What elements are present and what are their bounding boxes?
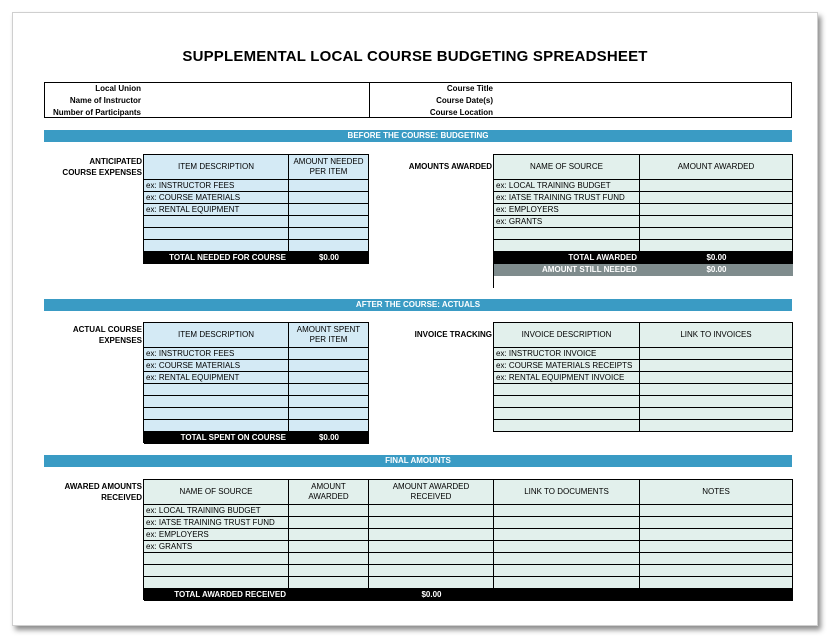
table-cell[interactable]: ex: LOCAL TRAINING BUDGET — [494, 180, 640, 192]
table-cell[interactable] — [640, 348, 793, 360]
table-cell[interactable] — [494, 505, 640, 517]
table-cell[interactable] — [289, 529, 369, 541]
item-description-header: ITEM DESCRIPTION — [144, 323, 289, 348]
table-cell[interactable] — [144, 553, 289, 565]
table-cell[interactable] — [494, 541, 640, 553]
table-cell[interactable] — [289, 517, 369, 529]
amount-still-needed-value: $0.00 — [640, 264, 793, 276]
table-cell[interactable] — [289, 372, 369, 384]
table-cell[interactable] — [289, 240, 369, 252]
table-cell[interactable] — [289, 192, 369, 204]
table-cell[interactable] — [640, 420, 793, 432]
table-cell[interactable]: ex: RENTAL EQUIPMENT — [144, 372, 289, 384]
amount-spent-header-line1: AMOUNT SPENT — [296, 325, 361, 334]
table-cell[interactable] — [144, 577, 289, 589]
table-cell[interactable]: ex: COURSE MATERIALS — [144, 192, 289, 204]
local-union-label: Local Union — [95, 84, 141, 93]
table-cell[interactable] — [289, 228, 369, 240]
table-cell[interactable] — [369, 505, 494, 517]
table-cell[interactable] — [289, 577, 369, 589]
table-cell[interactable] — [640, 396, 793, 408]
section-before-bar: BEFORE THE COURSE: BUDGETING — [44, 130, 792, 142]
table-cell[interactable]: ex: IATSE TRAINING TRUST FUND — [494, 192, 640, 204]
table-cell[interactable] — [640, 565, 793, 577]
total-awarded-received-spacer — [289, 589, 369, 601]
actual-expenses-table — [143, 322, 369, 443]
amount-needed-header — [289, 155, 369, 180]
actual-label-line2: EXPENSES — [98, 336, 142, 345]
table-cell[interactable]: ex: GRANTS — [494, 216, 640, 228]
awarded-received-label — [30, 481, 142, 503]
info-divider — [369, 83, 370, 117]
invoice-tracking-table — [493, 322, 793, 432]
table-cell[interactable] — [289, 553, 369, 565]
table-cell[interactable] — [640, 408, 793, 420]
table-cell[interactable] — [494, 240, 640, 252]
table-cell[interactable] — [640, 360, 793, 372]
table-cell[interactable] — [640, 529, 793, 541]
total-awarded-received-value: $0.00 — [369, 589, 494, 601]
table-cell[interactable] — [640, 384, 793, 396]
invoice-description-header: INVOICE DESCRIPTION — [494, 323, 640, 348]
actual-label-line1: ACTUAL COURSE — [72, 325, 142, 334]
table-cell[interactable] — [144, 565, 289, 577]
table-cell[interactable] — [640, 541, 793, 553]
invoice-tracking-label: INVOICE TRACKING — [414, 330, 492, 339]
table-cell[interactable] — [640, 517, 793, 529]
notes-header: NOTES — [640, 480, 793, 505]
amount-received-line2: RECEIVED — [410, 492, 452, 501]
table-cell[interactable] — [640, 372, 793, 384]
table-cell[interactable]: ex: COURSE MATERIALS — [144, 360, 289, 372]
final-amounts-table — [143, 479, 793, 600]
table-cell[interactable] — [289, 396, 369, 408]
table-cell[interactable]: ex: GRANTS — [144, 541, 289, 553]
table-cell[interactable]: ex: COURSE MATERIALS RECEIPTS — [494, 360, 640, 372]
table-cell[interactable] — [494, 408, 640, 420]
table-cell[interactable] — [144, 420, 289, 432]
table-cell[interactable] — [369, 565, 494, 577]
anticipated-label-line2: COURSE EXPENSES — [62, 168, 142, 177]
table-cell[interactable] — [144, 216, 289, 228]
table-cell[interactable] — [640, 577, 793, 589]
table-cell[interactable] — [289, 505, 369, 517]
course-location-label: Course Location — [429, 108, 493, 117]
table-cell[interactable]: ex: INSTRUCTOR FEES — [144, 348, 289, 360]
table-cell[interactable]: ex: EMPLOYERS — [494, 204, 640, 216]
link-to-invoices-header: LINK TO INVOICES — [640, 323, 793, 348]
amount-still-needed-label: AMOUNT STILL NEEDED — [494, 264, 640, 276]
amounts-awarded-table — [493, 154, 793, 288]
table-cell[interactable] — [494, 420, 640, 432]
awarded-received-line2: RECEIVED — [101, 493, 142, 502]
final-amount-awarded-header — [289, 480, 369, 505]
instructor-name-label: Name of Instructor — [69, 96, 141, 105]
total-awarded-received-label: TOTAL AWARDED RECEIVED — [144, 589, 289, 601]
table-cell[interactable] — [640, 553, 793, 565]
total-needed-value: $0.00 — [289, 252, 369, 264]
table-cell[interactable] — [289, 565, 369, 577]
table-cell[interactable]: ex: RENTAL EQUIPMENT INVOICE — [494, 372, 640, 384]
amount-received-line1: AMOUNT AWARDED — [392, 482, 470, 491]
table-cell[interactable] — [640, 216, 793, 228]
table-cell[interactable] — [494, 384, 640, 396]
table-cell[interactable] — [144, 240, 289, 252]
anticipated-expenses-label — [30, 156, 142, 178]
table-cell[interactable] — [640, 240, 793, 252]
table-cell[interactable] — [369, 541, 494, 553]
table-cell[interactable] — [494, 529, 640, 541]
table-cell[interactable] — [640, 180, 793, 192]
page-title: SUPPLEMENTAL LOCAL COURSE BUDGETING SPREADSHEET — [182, 48, 648, 65]
amount-awarded-received-header — [369, 480, 494, 505]
table-cell[interactable] — [144, 228, 289, 240]
participants-label: Number of Participants — [52, 108, 141, 117]
course-info-box — [44, 82, 792, 118]
table-cell[interactable]: ex: EMPLOYERS — [144, 529, 289, 541]
link-to-documents-header: LINK TO DOCUMENTS — [494, 480, 640, 505]
table-cell[interactable] — [289, 408, 369, 420]
table-cell[interactable] — [289, 348, 369, 360]
table-cell[interactable] — [640, 228, 793, 240]
final-amount-awarded-line2: AWARDED — [308, 492, 349, 501]
course-dates-label: Course Date(s) — [436, 96, 493, 105]
table-cell[interactable] — [144, 384, 289, 396]
table-cell[interactable] — [640, 505, 793, 517]
table-cell[interactable] — [144, 408, 289, 420]
final-source-header: NAME OF SOURCE — [144, 480, 289, 505]
section-after-bar: AFTER THE COURSE: ACTUALS — [44, 299, 792, 311]
awarded-received-line1: AWARED AMOUNTS — [64, 482, 142, 491]
amounts-awarded-label: AMOUNTS AWARDED — [408, 162, 492, 171]
table-cell[interactable] — [369, 517, 494, 529]
total-awarded-received-filler — [494, 589, 793, 601]
anticipated-expenses-table — [143, 154, 369, 264]
table-cell[interactable] — [494, 565, 640, 577]
source-name-header: NAME OF SOURCE — [494, 155, 640, 180]
table-cell[interactable] — [369, 529, 494, 541]
total-spent-label: TOTAL SPENT ON COURSE — [144, 432, 289, 444]
actual-expenses-label — [30, 324, 142, 346]
table-cell[interactable] — [494, 553, 640, 565]
table-cell[interactable]: ex: LOCAL TRAINING BUDGET — [144, 505, 289, 517]
final-amount-awarded-line1: AMOUNT — [311, 482, 346, 491]
table-cell[interactable] — [289, 180, 369, 192]
course-title-label: Course Title — [446, 84, 493, 93]
table-cell[interactable] — [640, 204, 793, 216]
table-cell[interactable] — [144, 396, 289, 408]
table-cell[interactable] — [494, 396, 640, 408]
table-cell[interactable]: ex: INSTRUCTOR FEES — [144, 180, 289, 192]
total-awarded-value: $0.00 — [640, 252, 793, 264]
amount-spent-header — [289, 323, 369, 348]
table-cell[interactable] — [289, 541, 369, 553]
amount-needed-header-line1: AMOUNT NEEDED — [293, 157, 364, 166]
table-cell[interactable] — [369, 577, 494, 589]
table-cell[interactable] — [494, 517, 640, 529]
table-cell[interactable] — [289, 204, 369, 216]
section-final-bar: FINAL AMOUNTS — [44, 455, 792, 467]
table-cell[interactable] — [494, 228, 640, 240]
table-cell[interactable] — [494, 577, 640, 589]
table-cell[interactable] — [289, 360, 369, 372]
total-spent-value: $0.00 — [289, 432, 369, 444]
table-cell[interactable]: ex: RENTAL EQUIPMENT — [144, 204, 289, 216]
table-cell[interactable] — [289, 216, 369, 228]
table-cell[interactable] — [369, 553, 494, 565]
item-description-header: ITEM DESCRIPTION — [144, 155, 289, 180]
amount-spent-header-line2: PER ITEM — [309, 335, 348, 344]
amount-needed-header-line2: PER ITEM — [309, 167, 348, 176]
table-cell[interactable]: ex: IATSE TRAINING TRUST FUND — [144, 517, 289, 529]
anticipated-label-line1: ANTICIPATED — [89, 157, 142, 166]
total-needed-label: TOTAL NEEDED FOR COURSE — [144, 252, 289, 264]
total-awarded-label: TOTAL AWARDED — [494, 252, 640, 264]
amount-awarded-header: AMOUNT AWARDED — [640, 155, 793, 180]
table-cell[interactable] — [289, 420, 369, 432]
table-cell[interactable] — [289, 384, 369, 396]
table-cell[interactable] — [640, 192, 793, 204]
table-cell[interactable]: ex: INSTRUCTOR INVOICE — [494, 348, 640, 360]
